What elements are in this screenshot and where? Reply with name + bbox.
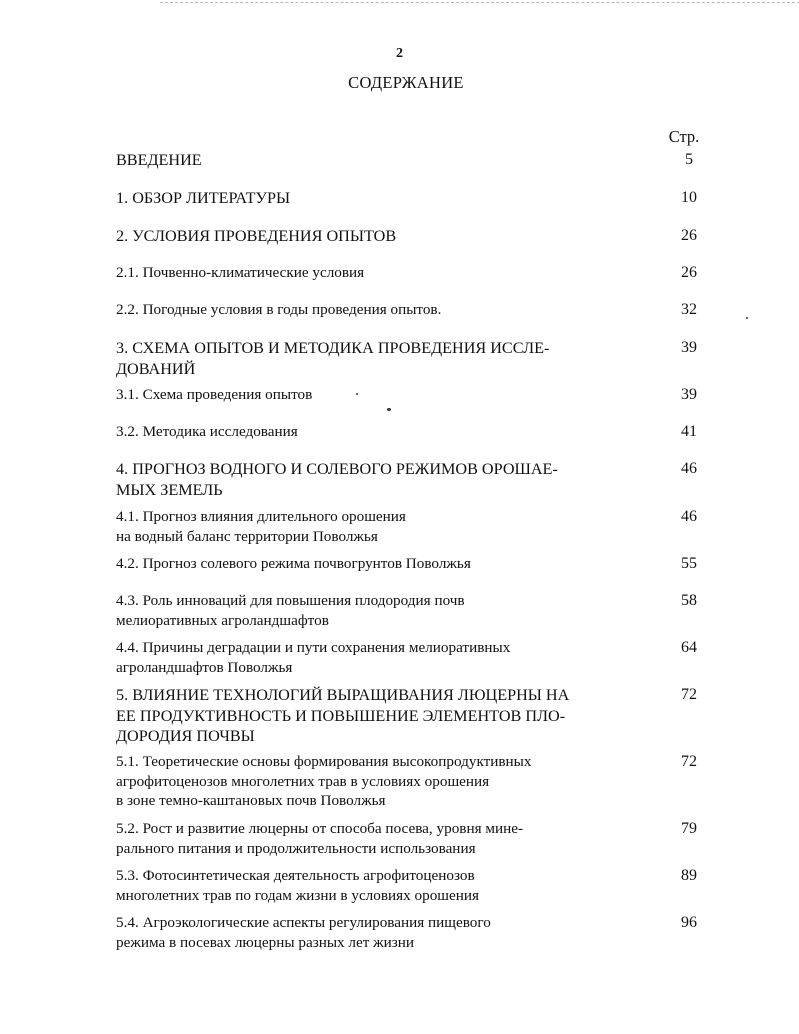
toc-entry-page: 5 bbox=[685, 151, 693, 168]
toc-entry bbox=[116, 591, 716, 630]
toc-entry-line: 3.1. Схема проведения опытов bbox=[116, 386, 313, 403]
toc-entry bbox=[116, 638, 716, 677]
toc-entry bbox=[116, 263, 716, 283]
toc-entry-page: 46 bbox=[681, 508, 697, 525]
toc-entry-title bbox=[116, 263, 626, 283]
toc-entry-title bbox=[116, 591, 626, 630]
toc-entry bbox=[116, 752, 716, 811]
toc-entry-title bbox=[116, 385, 626, 405]
page-number: 2 bbox=[396, 46, 403, 61]
toc-entry-page: 39 bbox=[681, 339, 697, 356]
toc-entry-title bbox=[116, 913, 626, 952]
toc-entry-line: 5. ВЛИЯНИЕ ТЕХНОЛОГИЙ ВЫРАЩИВАНИЯ ЛЮЦЕРНЫ НА bbox=[116, 686, 570, 704]
toc-entry-page: 96 bbox=[681, 914, 697, 931]
toc-entry bbox=[116, 866, 716, 905]
scan-top-edge bbox=[160, 2, 799, 3]
toc-entry-line: 1. ОБЗОР ЛИТЕРАТУРЫ bbox=[116, 189, 291, 207]
toc-entry-title bbox=[116, 150, 626, 171]
toc-entry-line: 4.3. Роль инноваций для повышения плодородия почв bbox=[116, 592, 465, 609]
toc-entry-page: 79 bbox=[681, 820, 697, 837]
toc-entry bbox=[116, 819, 716, 858]
toc-entry-line: ДОРОДИЯ ПОЧВЫ bbox=[116, 727, 255, 745]
toc-entry-line: 5.3. Фотосинтетическая деятельность агрофитоценозов bbox=[116, 867, 475, 884]
toc-entry-line: агрофитоценозов многолетних трав в условиях орошения bbox=[116, 772, 490, 790]
toc-entry-line: агроландшафтов Поволжья bbox=[116, 658, 293, 676]
toc-entry-page: 55 bbox=[681, 555, 697, 572]
toc-entry-line: МЫХ ЗЕМЕЛЬ bbox=[116, 480, 223, 499]
toc-entry-line: 3.2. Методика исследования bbox=[116, 423, 298, 440]
toc-entry-line: 3. СХЕМА ОПЫТОВ И МЕТОДИКА ПРОВЕДЕНИЯ ИССЛЕ- bbox=[116, 339, 550, 357]
toc-entry bbox=[116, 188, 716, 209]
toc-entry-title bbox=[116, 226, 626, 247]
toc-entry bbox=[116, 422, 716, 442]
toc-entry-page: 89 bbox=[681, 867, 697, 884]
toc-entry-line: 5.2. Рост и развитие люцерны от способа посева, уровня мине- bbox=[116, 820, 524, 837]
toc-entry-title bbox=[116, 752, 626, 811]
toc-entry-line: 4.1. Прогноз влияния длительного орошения bbox=[116, 508, 406, 525]
toc-entry-title bbox=[116, 554, 626, 574]
toc-entry bbox=[116, 913, 716, 952]
toc-entry bbox=[116, 507, 716, 546]
toc-entry-line: 4.4. Причины деградации и пути сохранения мелиоративных bbox=[116, 639, 511, 656]
toc-entry-page: 32 bbox=[681, 301, 697, 318]
toc-entry-page: 72 bbox=[681, 686, 697, 703]
toc-entry-page: 64 bbox=[681, 639, 697, 656]
toc-entry-line: 2.1. Почвенно-климатические условия bbox=[116, 264, 365, 281]
toc-entry-line: 4. ПРОГНОЗ ВОДНОГО И СОЛЕВОГО РЕЖИМОВ ОРОШАЕ- bbox=[116, 460, 558, 478]
toc-entry-line: рального питания и продолжительности использования bbox=[116, 839, 476, 857]
toc-entry-line: режима в посевах люцерны разных лет жизни bbox=[116, 933, 415, 951]
toc-entry-line: многолетних трав по годам жизни в условиях орошения bbox=[116, 886, 479, 904]
toc-entry-title bbox=[116, 300, 626, 320]
toc-entry-line: 5.4. Агроэкологические аспекты регулирования пищевого bbox=[116, 914, 491, 931]
toc-entry-line: в зоне темно-каштановых почв Поволжья bbox=[116, 792, 386, 809]
toc-entry-title bbox=[116, 507, 626, 546]
toc-entry bbox=[116, 338, 716, 379]
scan-speck bbox=[746, 317, 748, 319]
toc-entry-title bbox=[116, 685, 626, 747]
toc-entry-title bbox=[116, 638, 626, 677]
page-title: СОДЕРЖАНИЕ bbox=[348, 73, 464, 92]
toc-entry bbox=[116, 459, 716, 500]
toc-entry-line: 2. УСЛОВИЯ ПРОВЕДЕНИЯ ОПЫТОВ bbox=[116, 227, 397, 245]
toc-entry-page: 10 bbox=[681, 189, 697, 206]
toc-entry-line: мелиоративных агроландшафтов bbox=[116, 611, 329, 629]
scan-speck bbox=[387, 408, 391, 411]
toc-entry-line: 4.2. Прогноз солевого режима почвогрунтов Поволжья bbox=[116, 555, 471, 572]
toc-entry-page: 26 bbox=[681, 227, 697, 244]
scan-speck bbox=[356, 393, 358, 395]
toc-entry-title bbox=[116, 422, 626, 442]
toc-entry-page: 46 bbox=[681, 460, 697, 477]
toc-entry bbox=[116, 554, 716, 574]
toc-entry-line: 5.1. Теоретические основы формирования высокопродуктивных bbox=[116, 753, 532, 770]
toc-entry bbox=[116, 150, 716, 171]
page-column-header: Стр. bbox=[668, 127, 700, 146]
toc-entry-title bbox=[116, 338, 626, 379]
toc-entry-line: ВВЕДЕНИЕ bbox=[116, 151, 202, 169]
toc-entry bbox=[116, 226, 716, 247]
toc-entry-title bbox=[116, 866, 626, 905]
toc-entry-page: 39 bbox=[681, 386, 697, 403]
toc-entry-line: ДОВАНИЙ bbox=[116, 359, 196, 378]
toc-entry-page: 26 bbox=[681, 264, 697, 281]
toc-entry-line: 2.2. Погодные условия в годы проведения опытов. bbox=[116, 301, 442, 318]
toc-entry-line: на водный баланс территории Поволжья bbox=[116, 527, 378, 545]
toc-entry-title bbox=[116, 459, 626, 500]
toc-entry-page: 41 bbox=[681, 423, 697, 440]
toc-entry-page: 58 bbox=[681, 592, 697, 609]
toc-entry-title bbox=[116, 819, 626, 858]
toc-entry-page: 72 bbox=[681, 753, 697, 770]
toc-entry-title bbox=[116, 188, 626, 209]
toc-entry bbox=[116, 300, 716, 320]
toc-entry bbox=[116, 385, 716, 405]
toc-entry-line: ЕЕ ПРОДУКТИВНОСТЬ И ПОВЫШЕНИЕ ЭЛЕМЕНТОВ ПЛО- bbox=[116, 706, 566, 725]
toc-entry bbox=[116, 685, 716, 747]
